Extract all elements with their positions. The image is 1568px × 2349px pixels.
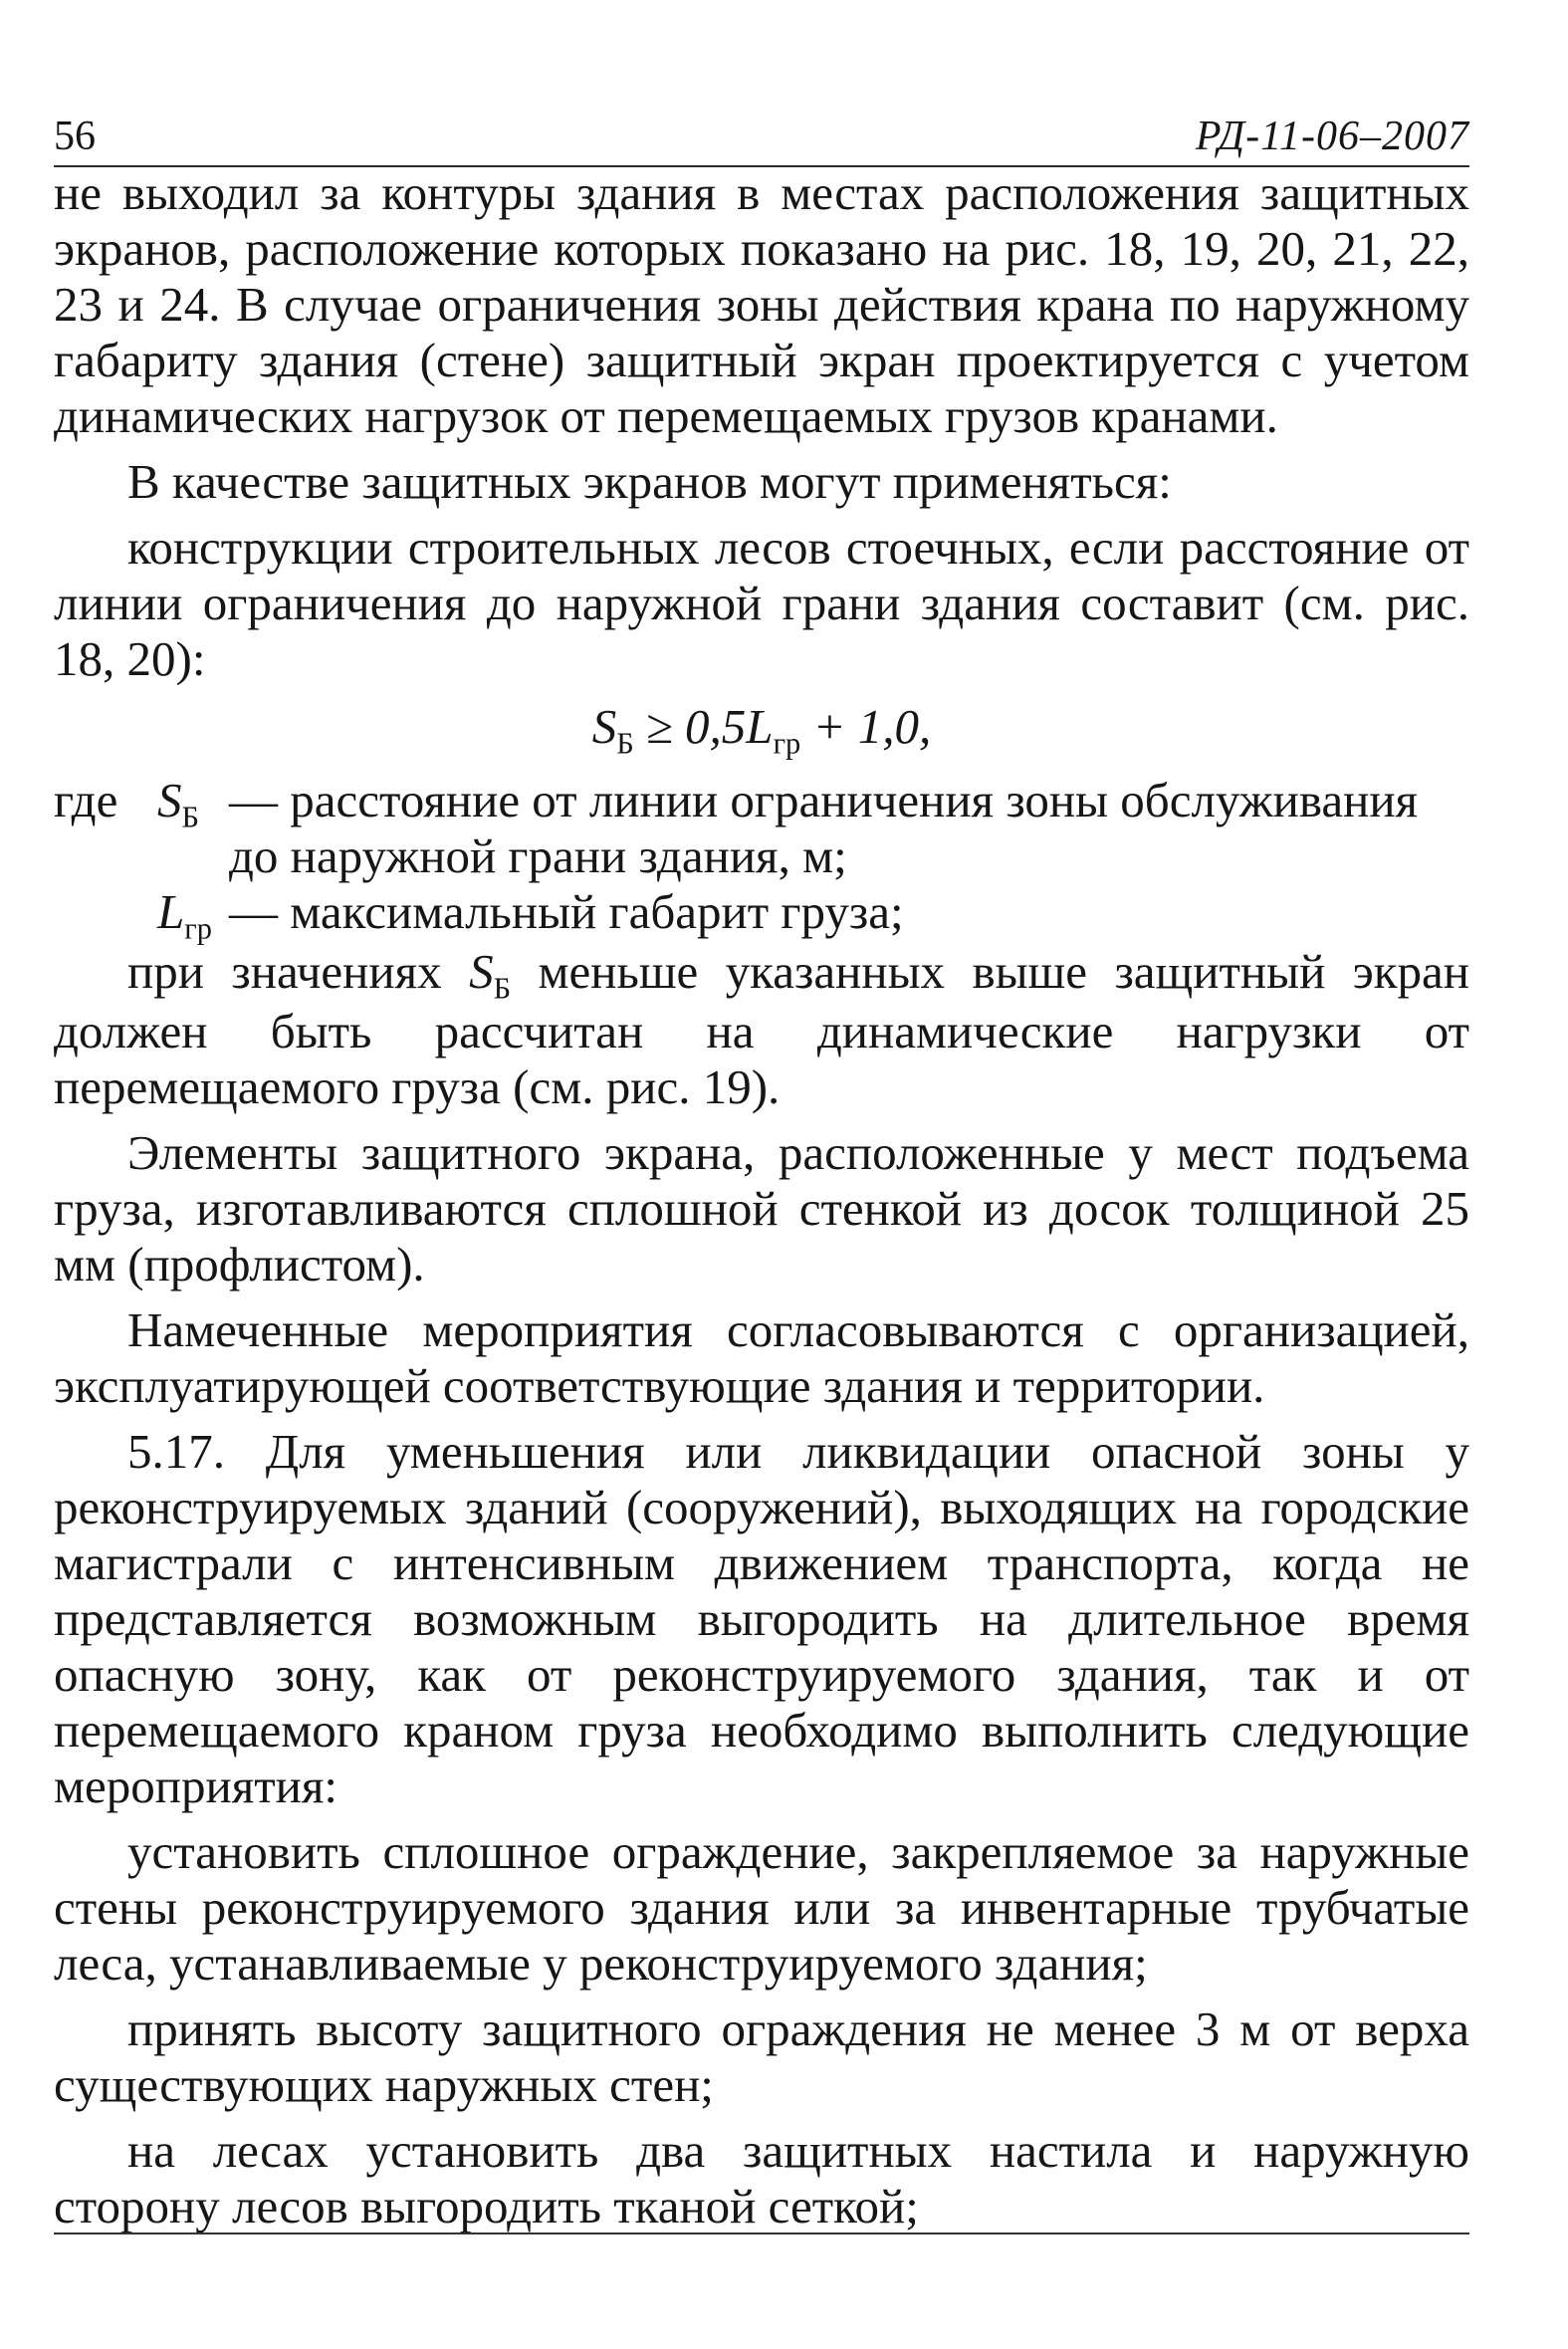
formula-lgr-symbol: L	[746, 699, 774, 754]
definition-lgr-text: — максимальный габарит груза;	[229, 884, 904, 939]
paragraph-coordination: Намеченные мероприятия согласовываются с организацией, эксплуатирующей соответствующие здания и территории.	[54, 1302, 1469, 1413]
page-header	[54, 108, 1469, 167]
paragraph-fence-height: принять высоту защитного ограждения не менее 3 м от верха существующих наружных стен;	[54, 2001, 1469, 2112]
paragraph-screen-elements: Элементы защитного экрана, расположенные у мест подъема груза, изготавливаются сплошной стенкой из досок толщиной 25 мм (профлистом).	[54, 1125, 1469, 1292]
formula-sb-symbol: S	[591, 699, 617, 754]
distance-formula	[54, 699, 1469, 759]
definition-lgr-symbol	[157, 884, 229, 944]
page-number: 56	[54, 114, 96, 159]
definition-lgr-subscript: гр	[184, 911, 212, 946]
definition-sb-letter: S	[157, 773, 182, 827]
paragraph-scaffold-netting: на лесах установить два защитных настила и наружную сторону лесов выгородить тканой сеткой;	[54, 2123, 1469, 2233]
paragraph-dynamic-load-calculation	[54, 944, 1469, 1115]
document-code: РД-11-06–2007	[1195, 114, 1469, 159]
definition-sb-text: — расстояние от линии ограничения зоны обслуживания до наружной грани здания, м;	[229, 773, 1419, 883]
paragraph-protective-screens-options: В качестве защитных экранов могут применяться:	[127, 454, 1172, 509]
formula-relation: ≥ 0,5	[633, 699, 747, 754]
formula-lgr-subscript: гр	[773, 726, 801, 761]
body-text	[54, 165, 1469, 2244]
formula-tail: + 1,0,	[800, 699, 932, 754]
paragraph-protective-screens-contours: не выходил за контуры здания в местах расположения защитных экранов, расположение которых показано на рис. 18, 19, 20, 21, 22, 23 и 24. В случае ограничения зоны действия крана по наружному габариту здания (стене) защитный экран проектируется с учетом динамических нагрузок от перемещаемых грузов кранами.	[54, 165, 1469, 443]
paragraph-section-5-17: 5.17. Для уменьшения или ликвидации опасной зоны у реконструируемых зданий (сооружений), выходящих на городские магистрали с интенсивным движением транспорта, когда не представляется возможным выгородить на длительное время опасную зону, как от реконструируемого здания, так и от перемещаемого краном груза необходимо выполнить следующие мероприятия:	[54, 1424, 1469, 1813]
definition-sb-subscript: Б	[181, 800, 199, 834]
definition-lgr-letter: L	[157, 884, 185, 939]
dynamic-load-suffix: меньше указанных выше защитный экран должен быть рассчитан на динамические нагрузки от перемещаемого груза (см. рис. 19).	[54, 944, 1470, 1114]
definition-sb-symbol	[157, 773, 229, 832]
dynamic-load-prefix: при значениях	[127, 944, 442, 999]
paragraph-scaffold-condition: конструкции строительных лесов стоечных, если расстояние от линии ограничения до наружной грани здания составит (см. рис. 18, 20):	[54, 520, 1469, 686]
formula-definition-sb	[54, 773, 1469, 884]
formula-definition-lgr	[54, 884, 1469, 944]
paragraph-solid-fence: установить сплошное ограждение, закрепляемое за наружные стены реконструируемого здания или за инвентарные трубчатые леса, устанавливаемые у реконструируемого здания;	[54, 1824, 1469, 1991]
dynamic-load-sb-symbol: S	[469, 944, 494, 999]
dynamic-load-sb-subscript: Б	[493, 971, 512, 1006]
formula-sb-subscript: Б	[616, 726, 634, 761]
footer-divider	[54, 2232, 1469, 2234]
where-label: где	[54, 773, 118, 827]
